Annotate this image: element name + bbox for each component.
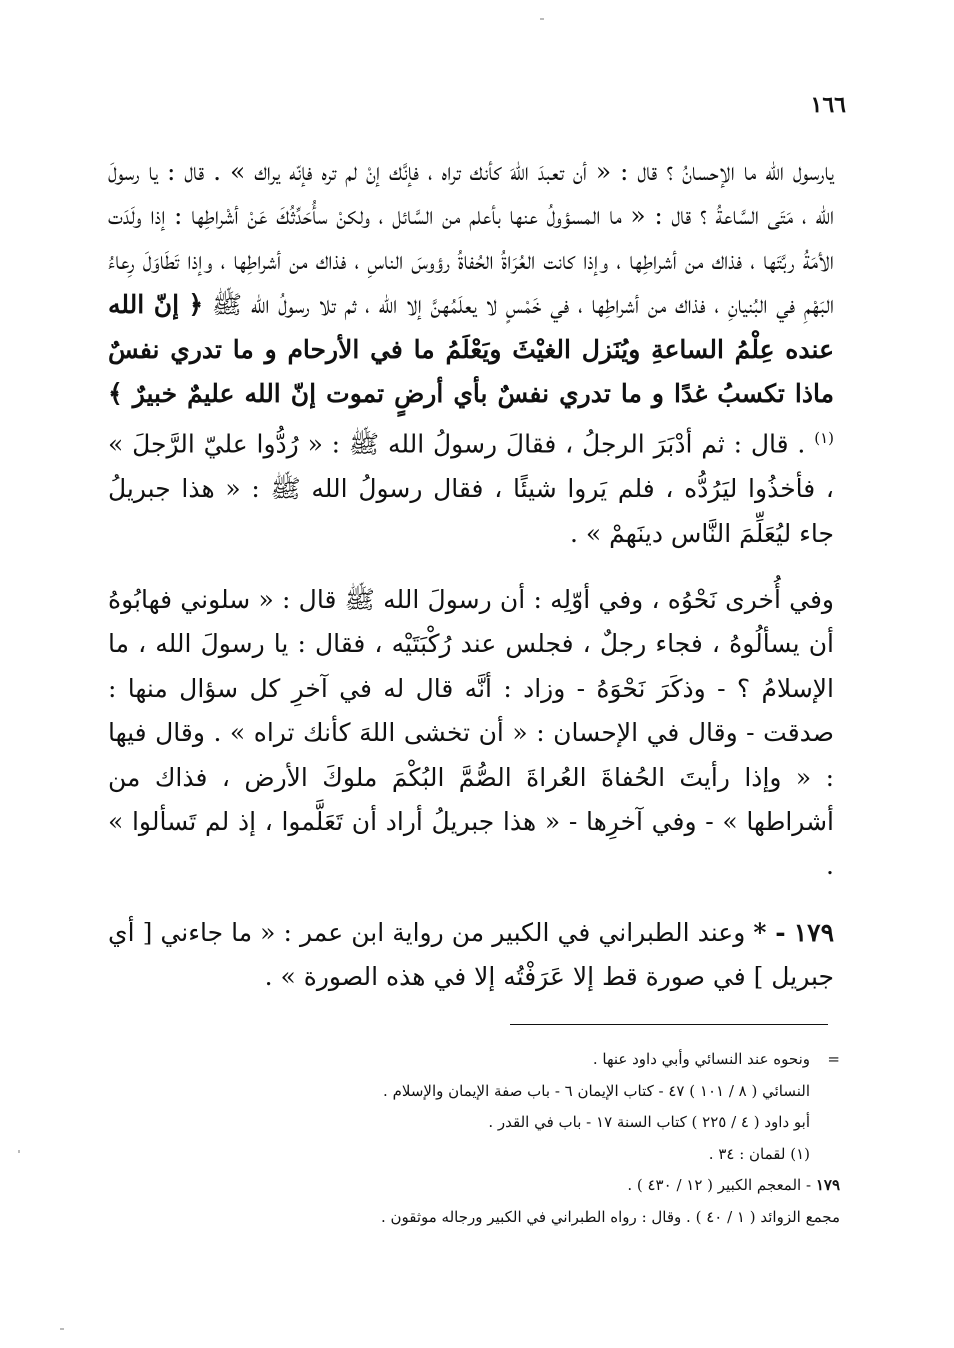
footnote-line-5 [200, 1170, 840, 1202]
scan-speck [18, 1150, 20, 1153]
paragraph-3-text: وعند الطبراني في الكبير من رواية ابن عمر : « ما جاءني [ أي جبريل ] في صورة قط إلا عَرَفْتُه إلا في هذه الصورة » . [108, 917, 834, 992]
footnote-line-4: (١) لقمان : ٣٤ . [708, 1144, 810, 1163]
footnote-line-6: مجمع الزوائد ( ١ / ٤٠ ) . وقال : رواه الطبراني في الكبير ورجاله موثقون . [380, 1207, 840, 1226]
footnote-line-3: أبو داود ( ٤ / ٢٢٥ ) كتاب السنة ١٧ - باب في القدر . [488, 1113, 810, 1131]
paragraph-1-text-b: . قال : ثم أدْبَرَ الرجلُ ، فقالَ رسولُ الله ﷺ : « رُدُّوا عليّ الرَّجلَ » ، فأخذُوا ليَرُدُّه ، فلم يَروا شيئًا ، فقال رسولُ الله ﷺ : « هذا جبريلُ جاء ليُعَلِّمَ النَّاس دينَهمْ » . [108, 429, 834, 548]
quran-verse: ﴿ إنّ الله عنده عِلْمُ الساعةِ ويُنَزل الغيْثَ ويَعْلَمُ ما في الأرحام و ما تدري نفسٌ ماذا تكسبُ غدًا و ما تدري نفسٌ بأي أرضٍ تموت إنّ الله عليمٌ خبيرٌ ﴾ [108, 290, 834, 409]
paragraph-1 [108, 150, 834, 556]
main-text [108, 150, 834, 1000]
footnote-line-1 [200, 1044, 840, 1076]
paragraph-3 [108, 911, 834, 1000]
paragraph-2: وفي أُخرى نَحْوُه ، وفي أوّلِه : أن رسولَ الله ﷺ قال : « سلوني فهابُوهُ أن يسألُوهُ ، فجاء رجلٌ ، فجلس عند رُكْبَتَيْه ، فقال : يا رسولَ الله ، ما الإسلامُ ؟ - وذكَرَ نَحْوَهُ - وزاد : أنَّه قال له في آخرِ كل سؤال منها : صدقت - وقال في الإحسان : « أن تخشى اللهَ كأنك تراه » . وقال فيها : « وإذا رأيتَ الحُفاةَ العُراةَ الصُّمَّ البُكْمَ ملوكَ الأرض ، فذاك من أشراطها » - وفي آخرِها - « هذا جبريلُ أراد أن تَعَلَّموا ، إذ لم تَسألوا » . [108, 584, 834, 881]
scan-speck [60, 1328, 64, 1330]
footnotes [200, 1044, 840, 1233]
footnote-line-1-text: ونحوه عند النسائي وأبي داود عنها . [592, 1050, 810, 1068]
footnote-hadith-number: ١٧٩ [815, 1176, 840, 1194]
continuation-marker: = [827, 1050, 840, 1068]
paragraph-1-text-a: يارسول الله ما الإحسانُ ؟ قال : « أن تعبدَ اللهَ كأنك تراه ، فإنَّك إنْ لم تره فإنّه يراك » . قال : يا رسولَ الله ، مَتَى السَّاعةُ ؟ قال : « ما المسؤولُ عنها بأعلم من السَّائل ، ولكنْ سأُحَدِّثُكَ عَنْ أشْراطِها : إذا ولَدَت الأمَةُ ربَّتَها ، فذاك من أشراطِها ، وإذا كانت العُرَاةُ الحُفاةُ رؤوسَ الناسِ ، فذاك من أشراطِها ، وإذا تَطَاوَلَ رِعاءُ البَهْمِ في البُنيانِ ، فذاك من أشراطِها ، في خَمْسٍ لا يعلَمُهنَّ إلا الله ، ثم تلا رسولُ الله ﷺ [108, 157, 835, 320]
hadith-marker: - * [753, 917, 786, 947]
hadith-number: ١٧٩ [793, 917, 835, 947]
page-number: ١٦٦ [810, 92, 846, 118]
footnote-divider [510, 1024, 828, 1025]
footnote-line-2: النسائي ( ٨ / ١٠١ ) ٤٧ - كتاب الإيمان ٦ - باب صفة الإيمان والإسلام . [383, 1081, 810, 1100]
scan-speck [540, 18, 544, 20]
footnote-line-5-text: - المعجم الكبير ( ١٢ / ٤٣٠ ) . [627, 1176, 812, 1194]
footnote-reference: (١) [814, 429, 834, 448]
